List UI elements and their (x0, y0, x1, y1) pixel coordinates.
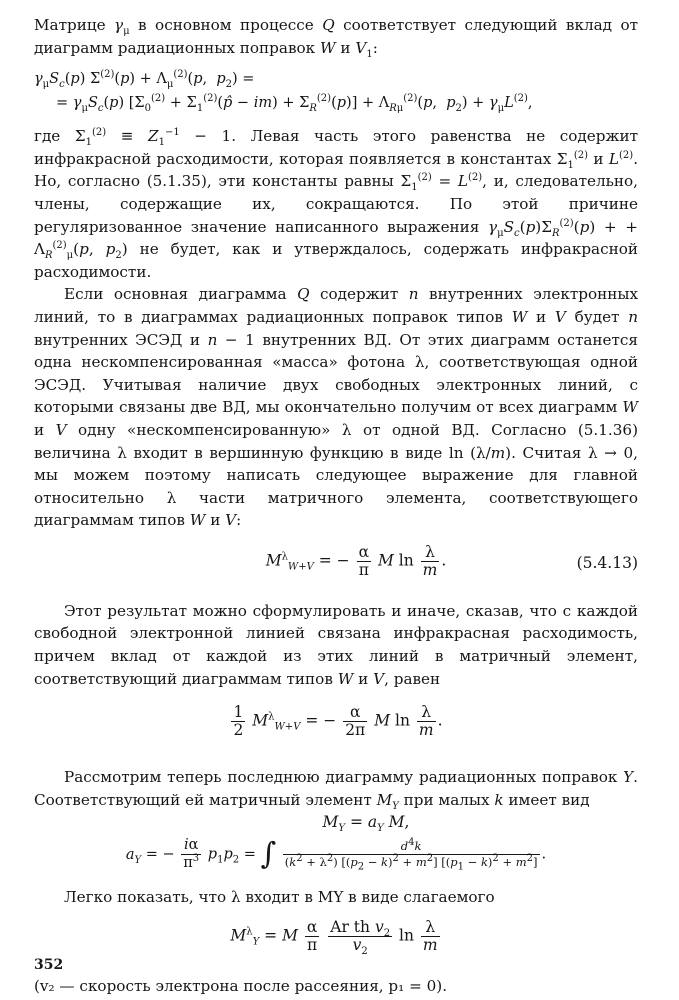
page-number: 352 (34, 957, 64, 973)
paragraph-diagrams: Если основная диаграмма Q содержит n внутренних электронных линий, то в диаграммах радиационных поправок типов W и V будет n внутренних ЭСЭД и n − 1 внутренних ВД. От этих диаграмм останется одна нескомпенсированная «масса» фотона λ, соответствующая одной ЭСЭД. Учитывая наличие двух свободных электронных линий, с которыми связаны две ВД, мы окончательно получим от всех диаграмм W и V одну «нескомпенсированную» λ от одной ВД. Согласно (5.1.36) величина λ входит в вершинную функцию в виде ln (λ/m). Считая λ → 0, мы можем поэтому написать следующее выражение для главной относительно λ части матричного элемента, соответствующего диаграммам типов W и V: (34, 285, 639, 530)
equation-matrix-element-y (34, 811, 638, 872)
paragraph-per-line: Этот результат можно сформулировать и иначе, сказав, что с каждой свободной электронной линией связана инфракрасная расходимость, причем вклад от каждой из этих линий в матричный элемент, соответствующий диаграммам типов W и V, равен (34, 601, 638, 688)
equation-5-4-13: $M^\lambda_{W+V}$ = − $\frac{\alpha}{\pi}$ M ln $\frac{\lambda}{m}$ . (5.4.13) (265, 542, 638, 579)
page-body (34, 14, 638, 998)
equation-number: (5.4.13) (576, 553, 638, 572)
equation-ay: $a_Y$ = − $\frac{i\alpha}{\pi^3}$ $p_1p_2$ = ∫ $\frac{d^4k}{(k^2 + \lambda^2) [(p_2 - k)^2 + m^2] [(p_1 - k)^2 + m^2]}$ . (125, 836, 547, 873)
equation-line-2: = $\gamma_\mu S_c(p) [\Sigma_0^{(2)}$ + $\Sigma_1^{(2)}(p̂ - im) + \Sigma_R^{(2)}(p)] + \Lambda_{R\mu}^{(2)}(p$, $p_2) + \gamma_\mu L^{(2)}$, (56, 93, 533, 115)
paragraph-intro: Матрице $\gamma_\mu$ в основном процессе Q соответствует следующий вклад от диаграмм радиационных поправок W и $V_1$: (34, 16, 638, 60)
equation-my: $M_Y = a_Y$ M, (322, 813, 410, 835)
paragraph-diagram-y: Рассмотрим теперь последнюю диаграмму радиационных поправок Y. Соответствующий ей матричный элемент $M_Y$ при малых k имеет вид (34, 768, 638, 812)
equation-vertex-sum (34, 67, 638, 115)
paragraph-lambda-term: Легко показать, что λ входит в MY в виде слагаемого (64, 888, 495, 907)
paragraph-velocity-note: (v₂ — скорость электрона после рассеяния, p₁ = 0). (34, 977, 448, 996)
equation-half-contribution: $\frac{1}{2}$ $M^\lambda_{W+V}$ = − $\frac{\alpha}{2\pi}$ M ln $\frac{\lambda}{m}$ . (233, 703, 443, 740)
paragraph-regularization: где $\Sigma_1^{(2)} \equiv Z_1^{-1} - 1$. Левая часть этого равенства не содержит инфракрасной расходимости, которая появляется в константах $\Sigma_1^{(2)}$ и $L^{(2)}$. Но, согласно (5.1.35), эти константы равны $\Sigma_1^{(2)} = L^{(2)}$, и, следовательно, члены, содержащие их, сокращаются. По этой причине регуляризованное значение написанного выражения $\gamma_\mu S_c(p)\Sigma_R^{(2)}(p)$ + + $\Lambda_R^{(2)}_\mu(p$, $p_2$) не будет, как и утверждалось, содержать инфракрасной расходимости. (34, 127, 639, 281)
equation-line-1: $\gamma_\mu S_c(p) \Sigma^{(2)}(p) + \Lambda_\mu^{(2)}(p$, $p_2$) = (34, 69, 255, 91)
equation-my-lambda: $M^\lambda_Y = M$ $\frac{\alpha}{\pi}$ $\frac{Ar th v_2}{v_2}$ ln $\frac{\lambda}{m}$ (230, 918, 438, 958)
